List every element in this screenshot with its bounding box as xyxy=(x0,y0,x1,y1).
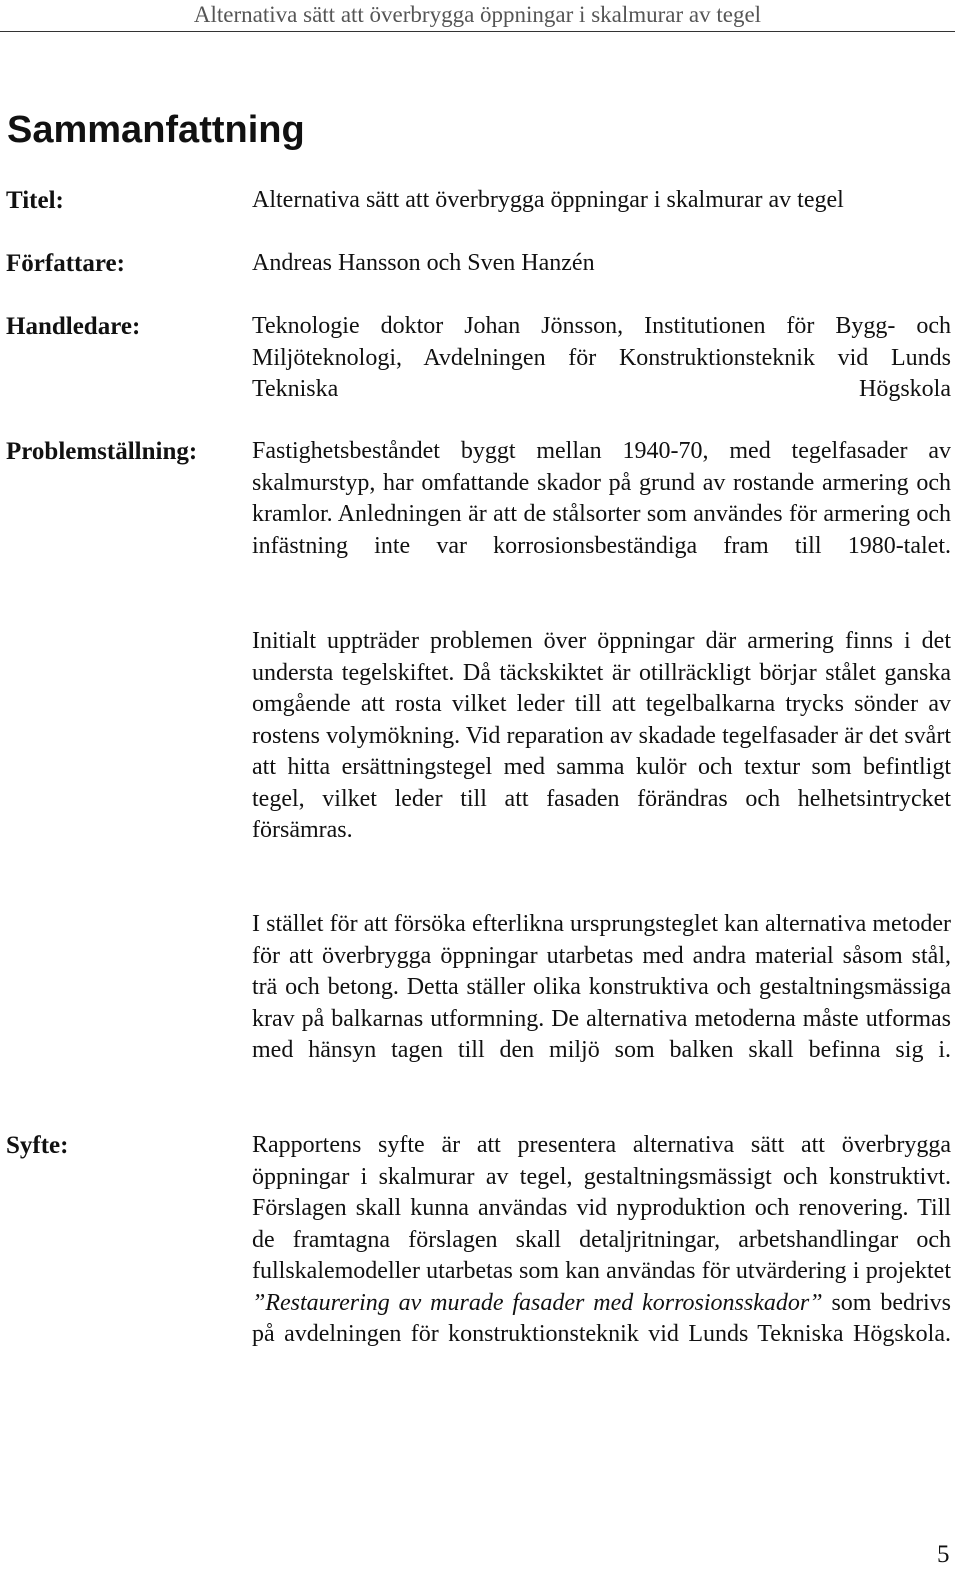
supervisor-value: Teknologie doktor Johan Jönsson, Institutionen för Bygg- och Miljöteknologi, Avdelningen för Konstruktionsteknik vid Lunds Tekniska Högskola xyxy=(252,313,951,402)
purpose-text-before: Rapportens syfte är att presentera alternativa sätt att överbrygga öppningar i skalmurar av tegel, gestaltningsmässigt och konstruktivt. Förslagen skall kunna användas vid nyproduktion och renovering. Till de framtagna förslagen skall detaljritningar, arbetshandlingar och fullskalemodeller utarbetas som kan användas för utvärdering i projektet xyxy=(252,1132,951,1284)
project-name: ”Restaurering av murade fasader med korrosionsskador” xyxy=(252,1289,823,1316)
page-heading: Sammanfattning xyxy=(7,109,305,151)
authors-label: Författare: xyxy=(6,250,125,277)
page-number: 5 xyxy=(937,1541,950,1568)
running-header: Alternativa sätt att överbrygga öppningar i skalmurar av tegel xyxy=(0,0,955,32)
title-label: Titel: xyxy=(6,187,64,214)
purpose-paragraph xyxy=(252,1130,951,1382)
problem-paragraph-2: Initialt uppträder problemen över öppningar där armering finns i det understa tegelskiftet. Då täckskiktet är otillräckligt börjar stålet ganska omgående att rosta vilket leder till att tegelbalkarna trycks sönder av rostens volymökning. Vid reparation av skadade tegelfasader är det svårt att hitta ersättningstegel med samma kulör och textur som befintligt tegel, vilket leder till att fasaden förändras och helhetsintrycket försämras. xyxy=(252,628,951,843)
supervisor-label: Handledare: xyxy=(6,313,141,340)
purpose-text-after: som bedrivs på avdelningen för konstruktionsteknik vid Lunds Tekniska Högskola. xyxy=(252,1289,951,1347)
authors-value: Andreas Hansson och Sven Hanzén xyxy=(252,250,595,276)
title-value: Alternativa sätt att överbrygga öppningar i skalmurar av tegel xyxy=(252,187,844,213)
problem-label: Problemställning: xyxy=(6,438,198,465)
problem-paragraph-1: Fastighetsbeståndet byggt mellan 1940-70, med tegelfasader av skalmurstyp, har omfattande skador på grund av rostande armering och kramlor. Anledningen är att de stålsorter som användes för armering och infästning inte var korrosionsbeständiga fram till 1980-talet. xyxy=(252,438,951,559)
purpose-label: Syfte: xyxy=(6,1132,69,1159)
problem-paragraph-3: I stället för att försöka efterlikna ursprungsteglet kan alternativa metoder för att överbrygga öppningar utarbetas med andra material såsom stål, trä och betong. Detta ställer olika konstruktiva och gestaltningsmässiga krav på balkarnas utformning. De alternativa metoderna måste utformas med hänsyn tagen till den miljö som balken skall befinna sig i. xyxy=(252,911,951,1063)
